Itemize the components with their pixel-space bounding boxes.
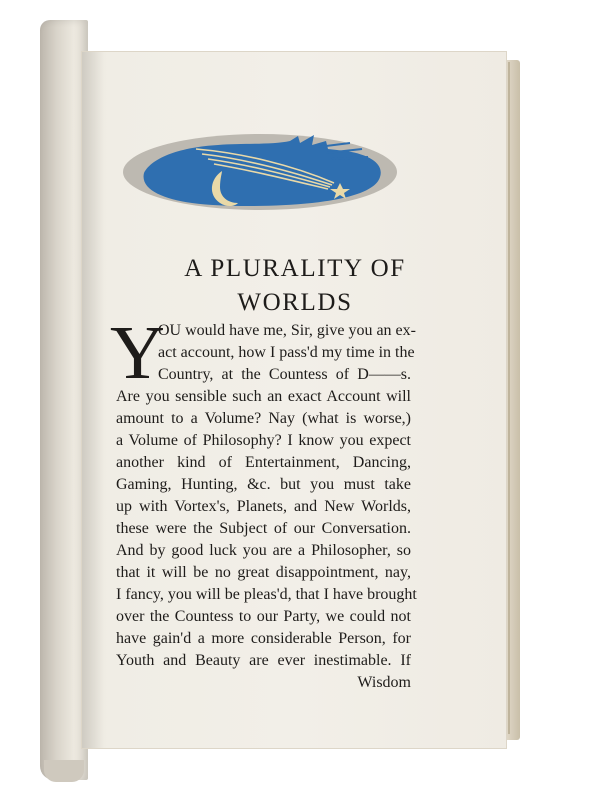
text-line: up with Vortex's, Planets, and New Worlds,: [116, 498, 411, 515]
shooting-star-and-crescent-moon-icon: [122, 133, 398, 211]
text-line: Are you sensible such an exact Account will: [116, 388, 411, 405]
body-paragraph: [116, 320, 417, 694]
drop-cap: Y: [110, 311, 165, 395]
title-line-2: WORLDS: [237, 289, 353, 316]
text-line: amount to a Volume? Nay (what is worse,): [116, 410, 411, 427]
text-line: have gain'd a more considerable Person, for: [116, 630, 411, 647]
text-line: And by good luck you are a Philosopher, so: [116, 542, 411, 559]
text-line: Gaming, Hunting, &c. but you must take: [116, 476, 411, 493]
text-line: another kind of Entertainment, Dancing,: [116, 454, 411, 471]
page-block-line: [508, 62, 510, 734]
left-page-fold: [44, 760, 84, 782]
catchword: Wisdom: [357, 674, 411, 691]
left-page-edge: [40, 20, 88, 780]
text-line: OU would have me, Sir, give you an ex-: [158, 322, 416, 339]
text-line: these were the Subject of our Conversation.: [116, 520, 411, 537]
text-line: Youth and Beauty are ever inestimable. If: [116, 652, 411, 669]
title-line-1: A PLURALITY OF: [184, 255, 406, 282]
text-line: over the Countess to our Party, we could not: [116, 608, 411, 625]
text-line: that it will be no great disappointment, nay,: [116, 564, 411, 581]
page-gutter-shadow: [82, 52, 104, 748]
text-line: I fancy, you will be pleas'd, that I have brought: [116, 586, 417, 603]
text-line: Country, at the Countess of D——s.: [158, 366, 411, 383]
chapter-title: [110, 252, 480, 320]
text-line: a Volume of Philosophy? I know you expect: [116, 432, 411, 449]
text-line: act account, how I pass'd my time in the: [158, 344, 415, 361]
